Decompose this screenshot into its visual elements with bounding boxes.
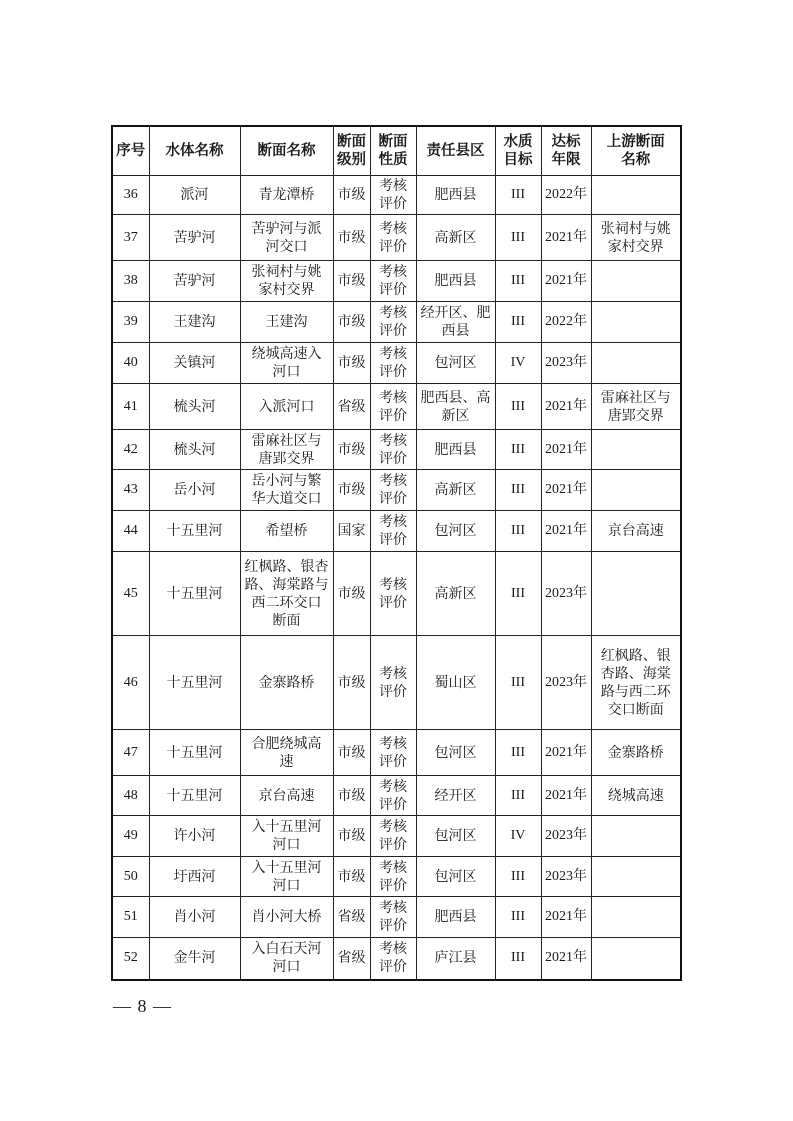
cell-section-nature (370, 636, 416, 730)
cell-seq: 38 (112, 261, 149, 302)
cell-section-nature (370, 897, 416, 938)
cell-text-line: 考核 (379, 576, 407, 593)
cell-section-level: 市级 (333, 816, 370, 857)
cell-section-name (240, 511, 333, 552)
cell-text-line: 评价 (379, 238, 407, 255)
cell-section-nature (370, 552, 416, 636)
cell-text-line: 经开区 (434, 787, 477, 804)
cell-compliance-year: 2021年 (541, 430, 591, 470)
cell-text-line: 考核 (379, 389, 407, 406)
table-body (112, 176, 681, 980)
cell-text-line: 评价 (379, 532, 407, 548)
cell-section-name (240, 176, 333, 215)
cell-seq: 45 (112, 552, 149, 636)
cell-seq: 49 (112, 816, 149, 857)
cell-water-quality-target: III (495, 897, 541, 938)
cell-water-body: 苦驴河 (149, 261, 240, 302)
cell-responsible-county (416, 215, 495, 261)
header-text: 名称 (621, 151, 651, 168)
cell-water-body: 苦驴河 (149, 215, 240, 261)
cell-section-nature (370, 384, 416, 430)
cell-section-level: 市级 (333, 343, 370, 384)
monitoring-section-table-container (111, 125, 680, 981)
cell-text-line: 肥西县 (434, 187, 477, 203)
header-text: 水体名称 (165, 142, 224, 159)
cell-text-line: 新区 (441, 407, 470, 424)
cell-section-name (240, 430, 333, 470)
cell-text-line: 合肥绕城高 (251, 735, 322, 752)
cell-section-nature (370, 857, 416, 897)
table-header-row (112, 126, 681, 176)
cell-text-line: 包河区 (434, 355, 477, 371)
cell-text-line: 考核 (379, 264, 407, 280)
header-text: 责任县区 (426, 142, 485, 159)
cell-compliance-year: 2021年 (541, 730, 591, 776)
cell-text-line: 评价 (379, 407, 407, 424)
cell-text-line: 经开区、肥 (420, 305, 491, 321)
cell-section-level: 市级 (333, 302, 370, 343)
cell-water-quality-target: III (495, 511, 541, 552)
cell-section-level: 市级 (333, 730, 370, 776)
header-section-name (240, 126, 333, 176)
cell-seq: 40 (112, 343, 149, 384)
cell-text-line: 评价 (379, 364, 407, 380)
cell-section-name (240, 302, 333, 343)
cell-text-line: 西县 (441, 323, 470, 339)
header-water-body (149, 126, 240, 176)
header-text: 序号 (116, 142, 146, 159)
cell-text-line: 唐郢交界 (607, 407, 664, 424)
header-text: 断面 (378, 133, 408, 150)
cell-text-line: 评价 (379, 959, 407, 976)
cell-section-level: 市级 (333, 636, 370, 730)
cell-section-level: 市级 (333, 776, 370, 816)
cell-responsible-county (416, 897, 495, 938)
cell-text-line: 肥西县 (434, 273, 477, 289)
cell-text-line: 入白石天河 (251, 941, 322, 958)
cell-seq: 47 (112, 730, 149, 776)
cell-section-nature (370, 430, 416, 470)
cell-text-line: 考核 (379, 473, 407, 489)
cell-text-line: 考核 (379, 900, 407, 916)
cell-section-name (240, 730, 333, 776)
cell-seq: 41 (112, 384, 149, 430)
header-compliance-year (541, 126, 591, 176)
cell-text-line: 张祠村与姚 (251, 264, 322, 280)
cell-section-name (240, 343, 333, 384)
cell-responsible-county (416, 511, 495, 552)
cell-section-nature (370, 470, 416, 511)
cell-text-line: 庐江县 (434, 950, 477, 967)
table-row (112, 302, 681, 343)
cell-section-level: 市级 (333, 552, 370, 636)
cell-text-line: 肥西县 (434, 441, 477, 458)
cell-text-line: 评价 (379, 918, 407, 934)
cell-text-line: 河口 (272, 837, 301, 853)
cell-text-line: 肥西县、高 (420, 389, 491, 406)
cell-section-nature (370, 816, 416, 857)
cell-compliance-year: 2021年 (541, 261, 591, 302)
cell-text-line: 考核 (379, 305, 407, 321)
cell-text-line: 张祠村与姚 (600, 220, 671, 237)
cell-section-name (240, 552, 333, 636)
cell-text-line: 岳小河与繁 (251, 473, 322, 489)
cell-section-name (240, 215, 333, 261)
cell-water-body: 十五里河 (149, 730, 240, 776)
cell-section-nature (370, 215, 416, 261)
cell-text-line: 速 (279, 753, 294, 770)
cell-section-name (240, 636, 333, 730)
cell-text-line: 评价 (379, 753, 407, 770)
cell-text-line: 河交口 (265, 238, 308, 255)
cell-compliance-year: 2022年 (541, 176, 591, 215)
cell-text-line: 红枫路、银杏 (244, 558, 329, 575)
cell-text-line: 考核 (379, 735, 407, 752)
cell-water-body: 岳小河 (149, 470, 240, 511)
cell-text-line: 评价 (379, 796, 407, 813)
table-row (112, 636, 681, 730)
header-text: 目标 (503, 151, 533, 168)
cell-text-line: 评价 (379, 323, 407, 339)
cell-section-nature (370, 938, 416, 980)
header-text: 级别 (337, 151, 366, 168)
cell-upstream-section (591, 176, 681, 215)
cell-text-line: 评价 (379, 491, 407, 507)
cell-seq: 43 (112, 470, 149, 511)
cell-section-level: 市级 (333, 176, 370, 215)
cell-text-line: 评价 (379, 683, 407, 700)
cell-seq: 42 (112, 430, 149, 470)
header-text: 达标 (551, 133, 581, 150)
cell-upstream-section (591, 552, 681, 636)
cell-responsible-county (416, 470, 495, 511)
cell-water-quality-target: III (495, 261, 541, 302)
cell-upstream-section (591, 343, 681, 384)
header-section-nature (370, 126, 416, 176)
header-text: 断面名称 (257, 142, 316, 159)
cell-water-quality-target: III (495, 552, 541, 636)
cell-upstream-section (591, 470, 681, 511)
cell-water-quality-target: III (495, 470, 541, 511)
cell-responsible-county (416, 343, 495, 384)
cell-upstream-section (591, 302, 681, 343)
cell-upstream-section (591, 816, 681, 857)
cell-text-line: 考核 (379, 778, 407, 795)
header-text: 性质 (378, 151, 408, 168)
cell-water-quality-target: IV (495, 816, 541, 857)
cell-text-line: 评价 (379, 877, 407, 894)
cell-section-name (240, 470, 333, 511)
cell-section-level: 市级 (333, 470, 370, 511)
cell-text-line: 考核 (379, 346, 407, 362)
header-text: 上游断面 (606, 133, 665, 150)
cell-water-quality-target: III (495, 938, 541, 980)
cell-upstream-section (591, 384, 681, 430)
cell-text-line: 金寨路桥 (607, 744, 664, 761)
cell-section-name (240, 938, 333, 980)
cell-text-line: 红枫路、银 (600, 647, 671, 664)
cell-seq: 51 (112, 897, 149, 938)
cell-section-level: 市级 (333, 215, 370, 261)
cell-upstream-section (591, 730, 681, 776)
cell-upstream-section (591, 430, 681, 470)
header-upstream-section (591, 126, 681, 176)
cell-upstream-section (591, 776, 681, 816)
cell-text-line: 金寨路桥 (258, 674, 315, 691)
cell-upstream-section (591, 636, 681, 730)
cell-responsible-county (416, 261, 495, 302)
cell-compliance-year: 2021年 (541, 511, 591, 552)
cell-text-line: 入十五里河 (251, 859, 322, 876)
cell-text-line: 评价 (379, 196, 407, 212)
cell-water-body: 派河 (149, 176, 240, 215)
cell-text-line: 考核 (379, 178, 407, 194)
cell-water-body: 许小河 (149, 816, 240, 857)
cell-water-body: 梳头河 (149, 384, 240, 430)
cell-section-name (240, 384, 333, 430)
cell-responsible-county (416, 730, 495, 776)
header-responsible-county (416, 126, 495, 176)
cell-compliance-year: 2023年 (541, 636, 591, 730)
cell-seq: 39 (112, 302, 149, 343)
cell-section-nature (370, 302, 416, 343)
table-row (112, 511, 681, 552)
cell-seq: 44 (112, 511, 149, 552)
cell-section-name (240, 816, 333, 857)
cell-seq: 37 (112, 215, 149, 261)
cell-text-line: 青龙潭桥 (258, 187, 315, 203)
cell-text-line: 家村交界 (258, 282, 315, 298)
cell-text-line: 考核 (379, 941, 407, 958)
table-row (112, 215, 681, 261)
cell-water-body: 圩西河 (149, 857, 240, 897)
cell-water-body: 梳头河 (149, 430, 240, 470)
cell-text-line: 王建沟 (265, 314, 308, 330)
cell-text-line: 高新区 (434, 482, 477, 498)
cell-text-line: 交口断面 (607, 701, 664, 718)
cell-text-line: 考核 (379, 859, 407, 876)
cell-section-name (240, 857, 333, 897)
cell-text-line: 入派河口 (258, 398, 315, 415)
cell-water-quality-target: III (495, 730, 541, 776)
cell-text-line: 包河区 (434, 744, 477, 761)
cell-section-level: 省级 (333, 384, 370, 430)
cell-seq: 46 (112, 636, 149, 730)
cell-responsible-county (416, 776, 495, 816)
cell-water-quality-target: III (495, 302, 541, 343)
cell-text-line: 考核 (379, 220, 407, 237)
cell-water-quality-target: III (495, 384, 541, 430)
cell-section-level: 国家 (333, 511, 370, 552)
cell-text-line: 蜀山区 (434, 674, 477, 691)
cell-text-line: 包河区 (434, 828, 477, 844)
cell-responsible-county (416, 176, 495, 215)
cell-section-name (240, 261, 333, 302)
cell-text-line: 雷麻社区与 (600, 389, 671, 406)
cell-compliance-year: 2022年 (541, 302, 591, 343)
cell-compliance-year: 2021年 (541, 470, 591, 511)
table-row (112, 552, 681, 636)
header-text: 水质 (503, 133, 533, 150)
cell-text-line: 雷麻社区与 (251, 432, 322, 449)
cell-water-body: 关镇河 (149, 343, 240, 384)
table-row (112, 261, 681, 302)
cell-text-line: 评价 (379, 450, 407, 467)
cell-text-line: 河口 (272, 959, 301, 976)
cell-seq: 48 (112, 776, 149, 816)
cell-text-line: 包河区 (434, 523, 477, 539)
cell-section-level: 省级 (333, 938, 370, 980)
cell-compliance-year: 2023年 (541, 552, 591, 636)
cell-text-line: 肖小河大桥 (251, 909, 322, 925)
cell-responsible-county (416, 430, 495, 470)
cell-water-body: 十五里河 (149, 552, 240, 636)
cell-text-line: 断面 (272, 612, 301, 629)
cell-text-line: 考核 (379, 432, 407, 449)
cell-text-line: 华大道交口 (251, 491, 322, 507)
cell-section-nature (370, 511, 416, 552)
cell-text-line: 河口 (272, 877, 301, 894)
cell-text-line: 绕城高速入 (251, 346, 322, 362)
cell-water-quality-target: III (495, 430, 541, 470)
cell-compliance-year: 2021年 (541, 776, 591, 816)
cell-text-line: 河口 (272, 364, 301, 380)
cell-water-body: 肖小河 (149, 897, 240, 938)
cell-text-line: 家村交界 (607, 238, 664, 255)
cell-water-body: 十五里河 (149, 636, 240, 730)
cell-compliance-year: 2023年 (541, 816, 591, 857)
table-row (112, 816, 681, 857)
cell-section-nature (370, 776, 416, 816)
cell-text-line: 京台高速 (258, 787, 315, 804)
cell-responsible-county (416, 816, 495, 857)
cell-section-level: 市级 (333, 261, 370, 302)
cell-water-body: 十五里河 (149, 776, 240, 816)
cell-upstream-section (591, 511, 681, 552)
table-row (112, 857, 681, 897)
cell-seq: 36 (112, 176, 149, 215)
cell-seq: 52 (112, 938, 149, 980)
cell-upstream-section (591, 857, 681, 897)
cell-seq: 50 (112, 857, 149, 897)
cell-text-line: 评价 (379, 594, 407, 611)
cell-text-line: 评价 (379, 837, 407, 853)
cell-text-line: 京台高速 (607, 523, 664, 539)
cell-section-nature (370, 176, 416, 215)
cell-water-body: 金牛河 (149, 938, 240, 980)
cell-upstream-section (591, 261, 681, 302)
cell-text-line: 考核 (379, 819, 407, 835)
table-row (112, 176, 681, 215)
cell-text-line: 考核 (379, 665, 407, 682)
cell-compliance-year: 2021年 (541, 897, 591, 938)
cell-upstream-section (591, 938, 681, 980)
header-text: 断面 (337, 133, 366, 150)
cell-text-line: 考核 (379, 514, 407, 530)
cell-section-nature (370, 730, 416, 776)
cell-text-line: 绕城高速 (607, 787, 664, 804)
cell-responsible-county (416, 552, 495, 636)
cell-text-line: 高新区 (434, 585, 477, 602)
cell-water-quality-target: III (495, 857, 541, 897)
cell-upstream-section (591, 897, 681, 938)
cell-text-line: 路与西二环 (600, 683, 671, 700)
cell-water-quality-target: IV (495, 343, 541, 384)
cell-section-level: 省级 (333, 897, 370, 938)
cell-compliance-year: 2023年 (541, 343, 591, 384)
cell-responsible-county (416, 302, 495, 343)
cell-section-level: 市级 (333, 430, 370, 470)
cell-text-line: 路、海棠路与 (244, 576, 329, 593)
cell-water-quality-target: III (495, 215, 541, 261)
cell-section-name (240, 897, 333, 938)
header-seq (112, 126, 149, 176)
cell-water-quality-target: III (495, 636, 541, 730)
cell-water-body: 十五里河 (149, 511, 240, 552)
table-row (112, 897, 681, 938)
cell-responsible-county (416, 857, 495, 897)
cell-section-level: 市级 (333, 857, 370, 897)
table-row (112, 938, 681, 980)
cell-text-line: 评价 (379, 282, 407, 298)
cell-text-line: 入十五里河 (251, 819, 322, 835)
cell-text-line: 杏路、海棠 (600, 665, 671, 682)
cell-compliance-year: 2023年 (541, 857, 591, 897)
cell-text-line: 西二环交口 (251, 594, 322, 611)
cell-water-quality-target: III (495, 176, 541, 215)
table-row (112, 776, 681, 816)
table-row (112, 384, 681, 430)
cell-responsible-county (416, 636, 495, 730)
cell-upstream-section (591, 215, 681, 261)
cell-text-line: 肥西县 (434, 909, 477, 925)
cell-responsible-county (416, 384, 495, 430)
cell-compliance-year: 2021年 (541, 215, 591, 261)
cell-text-line: 苦驴河与派 (251, 220, 322, 237)
table-row (112, 430, 681, 470)
cell-text-line: 包河区 (434, 868, 477, 885)
header-text: 年限 (551, 151, 581, 168)
table-row (112, 343, 681, 384)
cell-section-nature (370, 343, 416, 384)
cell-text-line: 唐郢交界 (258, 450, 315, 467)
monitoring-section-table (111, 125, 682, 981)
cell-section-nature (370, 261, 416, 302)
cell-text-line: 高新区 (434, 229, 477, 246)
page-number: — 8 — (113, 996, 172, 1016)
cell-text-line: 希望桥 (265, 523, 308, 539)
cell-compliance-year: 2021年 (541, 938, 591, 980)
header-water-quality-target (495, 126, 541, 176)
cell-section-name (240, 776, 333, 816)
cell-compliance-year: 2021年 (541, 384, 591, 430)
cell-water-body: 王建沟 (149, 302, 240, 343)
table-row (112, 730, 681, 776)
table-row (112, 470, 681, 511)
cell-water-quality-target: III (495, 776, 541, 816)
header-section-level (333, 126, 370, 176)
cell-responsible-county (416, 938, 495, 980)
